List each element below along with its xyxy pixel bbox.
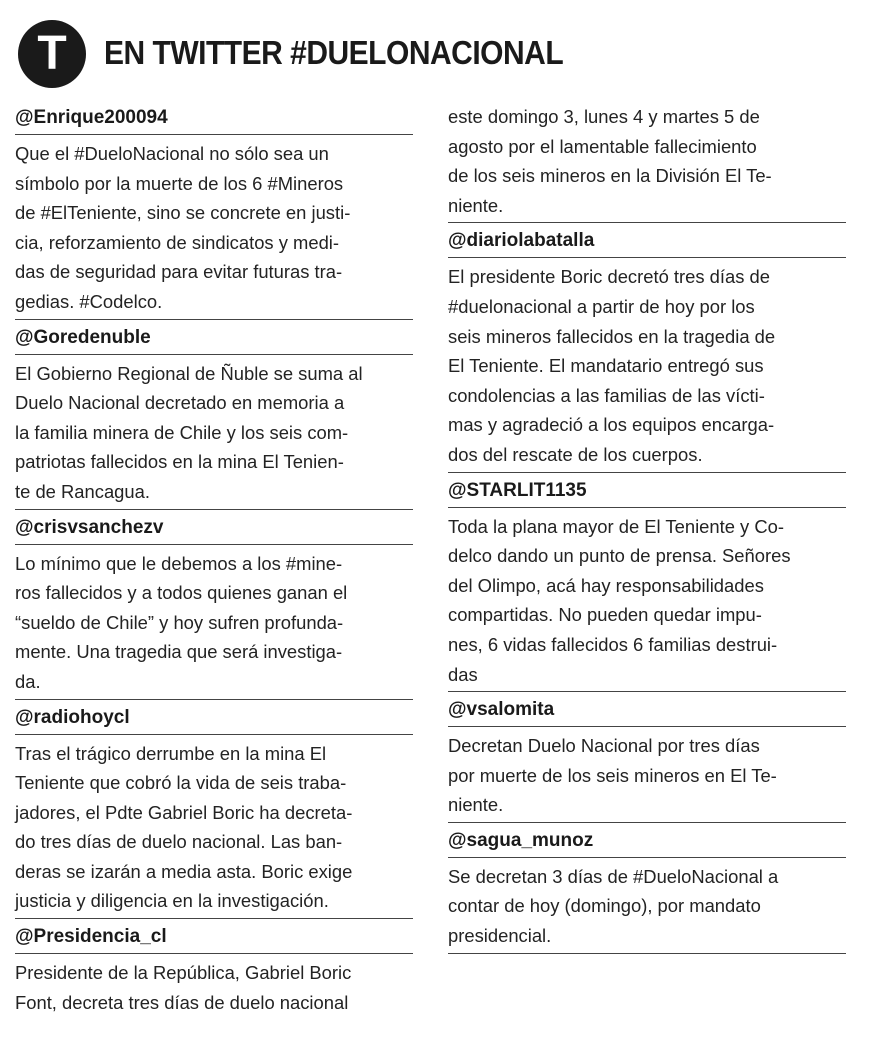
tweet-text: Presidente de la República, Gabriel Boric Font, decreta tres días de duelo nacional [15,962,352,1013]
tweet-text: Que el #DueloNacional no sólo sea un símbolo por la muerte de los 6 #Mineros de #ElTeniente, sino se concrete en justi- cia, reforzamiento de sindicatos y medi- das de seguridad para evitar futuras tra- gedias. #Codelco. [15,135,413,320]
tweet-text: El presidente Boric decretó tres días de #duelonacional a partir de hoy por los seis mineros fallecidos en la tragedia de El Teniente. El mandatario entregó sus condolencias a las familias de las vícti- mas y agradeció a los equipos encarga- dos del rescate de los cuerpos. [448,258,846,472]
section-title: EN TWITTER #DUELONACIONAL [104,35,564,72]
tweet-handle[interactable]: @Presidencia_cl [15,919,413,954]
left-column [15,100,413,1019]
section-header [18,19,563,89]
tweet-handle[interactable]: @Goredenuble [15,320,413,355]
tweet-handle[interactable]: @diariolabatalla [448,223,846,258]
tweet-text: Tras el trágico derrumbe en la mina El Teniente que cobró la vida de seis traba- jadores, el Pdte Gabriel Boric ha decreta- do tres días de duelo nacional. Las ban- deras se izarán a media asta. Boric exige justicia y diligencia en la investigación. [15,735,413,920]
tweet-entry [448,473,846,693]
tweet-handle[interactable]: @crisvsanchezv [15,510,413,545]
tweet-entry [15,700,413,920]
tweet-handle[interactable]: @Enrique200094 [15,100,413,135]
tweet-entry [448,823,846,954]
tweet-entry [448,692,846,823]
tweet-continuation [448,100,846,223]
tweet-text: El Gobierno Regional de Ñuble se suma al Duelo Nacional decretado en memoria a la familia minera de Chile y los seis com- patriotas fallecidos en la mina El Tenien- te de Rancagua. [15,355,413,510]
tweet-entry [15,510,413,700]
right-column [448,100,846,954]
tweet-entry [448,223,846,472]
tweet-text: Lo mínimo que le debemos a los #mine- ros fallecidos y a todos quienes ganan el “sueldo de Chile” y hoy sufren profunda- mente. Una tragedia que será investiga- da. [15,545,413,700]
tweet-handle[interactable]: @radiohoycl [15,700,413,735]
tweet-entry [15,320,413,510]
tweet-text: Se decretan 3 días de #DueloNacional a contar de hoy (domingo), por mandato presidencial. [448,858,846,954]
tweet-text: Decretan Duelo Nacional por tres días por muerte de los seis mineros en El Te- niente. [448,727,846,823]
twitter-t-logo-icon: T [18,20,86,88]
tweet-handle[interactable]: @vsalomita [448,692,846,727]
tweet-text-continued: este domingo 3, lunes 4 y martes 5 de agosto por el lamentable fallecimiento de los seis mineros en la División El Te- niente. [448,100,846,223]
tweet-entry [15,100,413,320]
tweet-handle[interactable]: @sagua_munoz [448,823,846,858]
tweet-handle[interactable]: @STARLIT1135 [448,473,846,508]
tweet-text: Toda la plana mayor de El Teniente y Co- delco dando un punto de prensa. Señores del Olimpo, acá hay responsabilidades compartidas. No pueden quedar impu- nes, 6 vidas fallecidos 6 familias destrui- das [448,508,846,693]
tweet-entry [15,919,413,1019]
